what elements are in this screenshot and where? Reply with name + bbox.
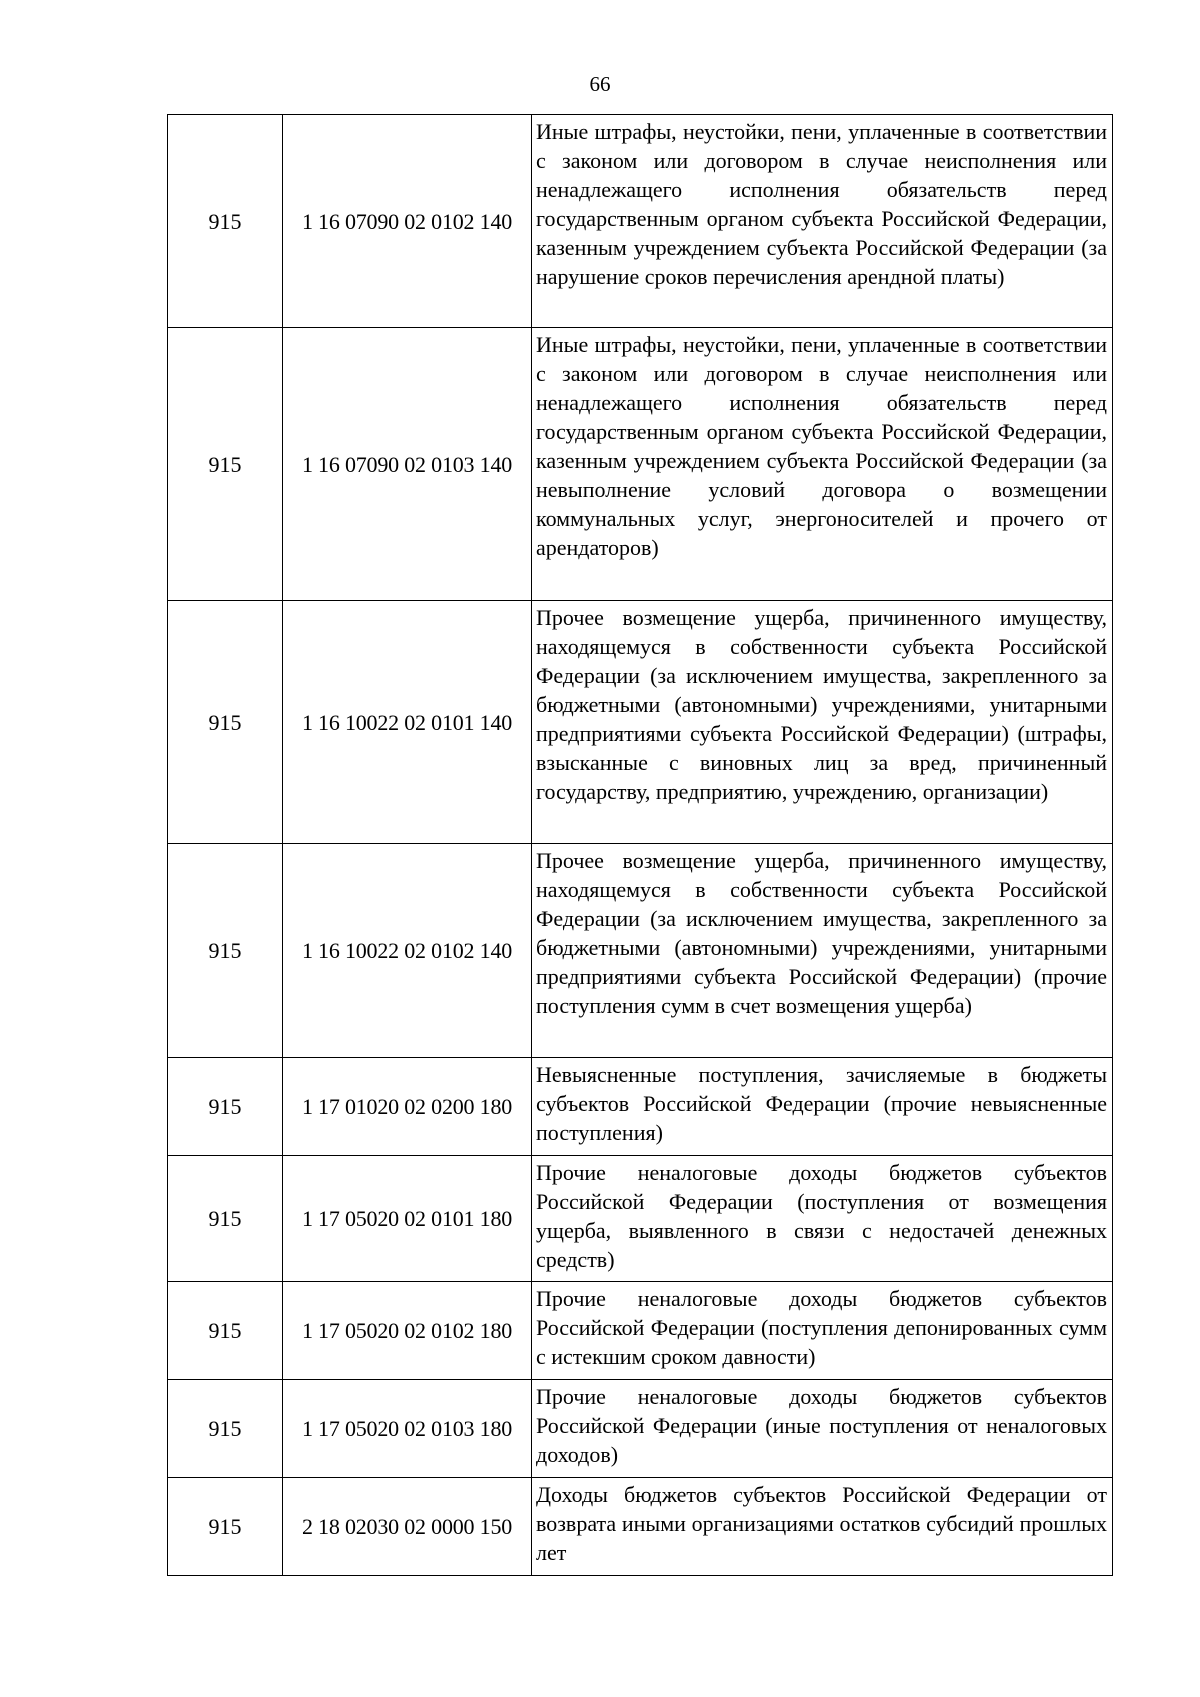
table-row xyxy=(168,115,1113,328)
admin-code-cell: 915 xyxy=(168,1478,283,1576)
admin-code-cell: 915 xyxy=(168,601,283,844)
revenue-code-cell: 1 16 10022 02 0102 140 xyxy=(283,844,532,1058)
table-row xyxy=(168,1156,1113,1282)
revenue-code-cell: 1 16 07090 02 0103 140 xyxy=(283,328,532,601)
admin-code-cell: 915 xyxy=(168,115,283,328)
description-cell: Иные штрафы, неустойки, пени, уплаченные в соответствии с законом или договором в случае неисполнения или ненадлежащего исполнения обязательств перед государственным органом субъекта Российской Федерации, казенным учреждением субъекта Российской Федерации (за невыполнение условий договора о возмещении коммунальных услуг, энергоносителей и прочего от арендаторов) xyxy=(532,328,1113,601)
admin-code-cell: 915 xyxy=(168,328,283,601)
table-row xyxy=(168,328,1113,601)
budget-codes-table xyxy=(167,114,1113,1576)
description-cell: Прочие неналоговые доходы бюджетов субъектов Российской Федерации (иные поступления от неналоговых доходов) xyxy=(532,1380,1113,1478)
revenue-code-cell: 2 18 02030 02 0000 150 xyxy=(283,1478,532,1576)
description-cell: Доходы бюджетов субъектов Российской Федерации от возврата иными организациями остатков субсидий прошлых лет xyxy=(532,1478,1113,1576)
table-row xyxy=(168,844,1113,1058)
table-row xyxy=(168,1380,1113,1478)
revenue-code-cell: 1 17 01020 02 0200 180 xyxy=(283,1058,532,1156)
description-cell: Прочее возмещение ущерба, причиненного имуществу, находящемуся в собственности субъекта Российской Федерации (за исключением имущества, закрепленного за бюджетными (автономными) учреждениями, унитарными предприятиями субъекта Российской Федерации) (штрафы, взысканные с виновных лиц за вред, причиненный государству, предприятию, учреждению, организации) xyxy=(532,601,1113,844)
description-cell: Прочее возмещение ущерба, причиненного имуществу, находящемуся в собственности субъекта Российской Федерации (за исключением имущества, закрепленного за бюджетными (автономными) учреждениями, унитарными предприятиями субъекта Российской Федерации) (прочие поступления сумм в счет возмещения ущерба) xyxy=(532,844,1113,1058)
admin-code-cell: 915 xyxy=(168,1156,283,1282)
admin-code-cell: 915 xyxy=(168,844,283,1058)
page-number: 66 xyxy=(589,72,611,96)
table-row xyxy=(168,1058,1113,1156)
table-row xyxy=(168,601,1113,844)
revenue-code-cell: 1 16 10022 02 0101 140 xyxy=(283,601,532,844)
revenue-code-cell: 1 17 05020 02 0101 180 xyxy=(283,1156,532,1282)
description-cell: Иные штрафы, неустойки, пени, уплаченные в соответствии с законом или договором в случае неисполнения или ненадлежащего исполнения обязательств перед государственным органом субъекта Российской Федерации, казенным учреждением субъекта Российской Федерации (за нарушение сроков перечисления арендной платы) xyxy=(532,115,1113,328)
description-cell: Невыясненные поступления, зачисляемые в бюджеты субъектов Российской Федерации (прочие невыясненные поступления) xyxy=(532,1058,1113,1156)
table-row xyxy=(168,1282,1113,1380)
admin-code-cell: 915 xyxy=(168,1058,283,1156)
revenue-code-cell: 1 16 07090 02 0102 140 xyxy=(283,115,532,328)
table-row xyxy=(168,1478,1113,1576)
description-cell: Прочие неналоговые доходы бюджетов субъектов Российской Федерации (поступления депонированных сумм с истекшим сроком давности) xyxy=(532,1282,1113,1380)
table-body xyxy=(168,115,1113,1576)
description-cell: Прочие неналоговые доходы бюджетов субъектов Российской Федерации (поступления от возмещения ущерба, выявленного в связи с недостачей денежных средств) xyxy=(532,1156,1113,1282)
admin-code-cell: 915 xyxy=(168,1380,283,1478)
revenue-code-cell: 1 17 05020 02 0102 180 xyxy=(283,1282,532,1380)
admin-code-cell: 915 xyxy=(168,1282,283,1380)
revenue-code-cell: 1 17 05020 02 0103 180 xyxy=(283,1380,532,1478)
